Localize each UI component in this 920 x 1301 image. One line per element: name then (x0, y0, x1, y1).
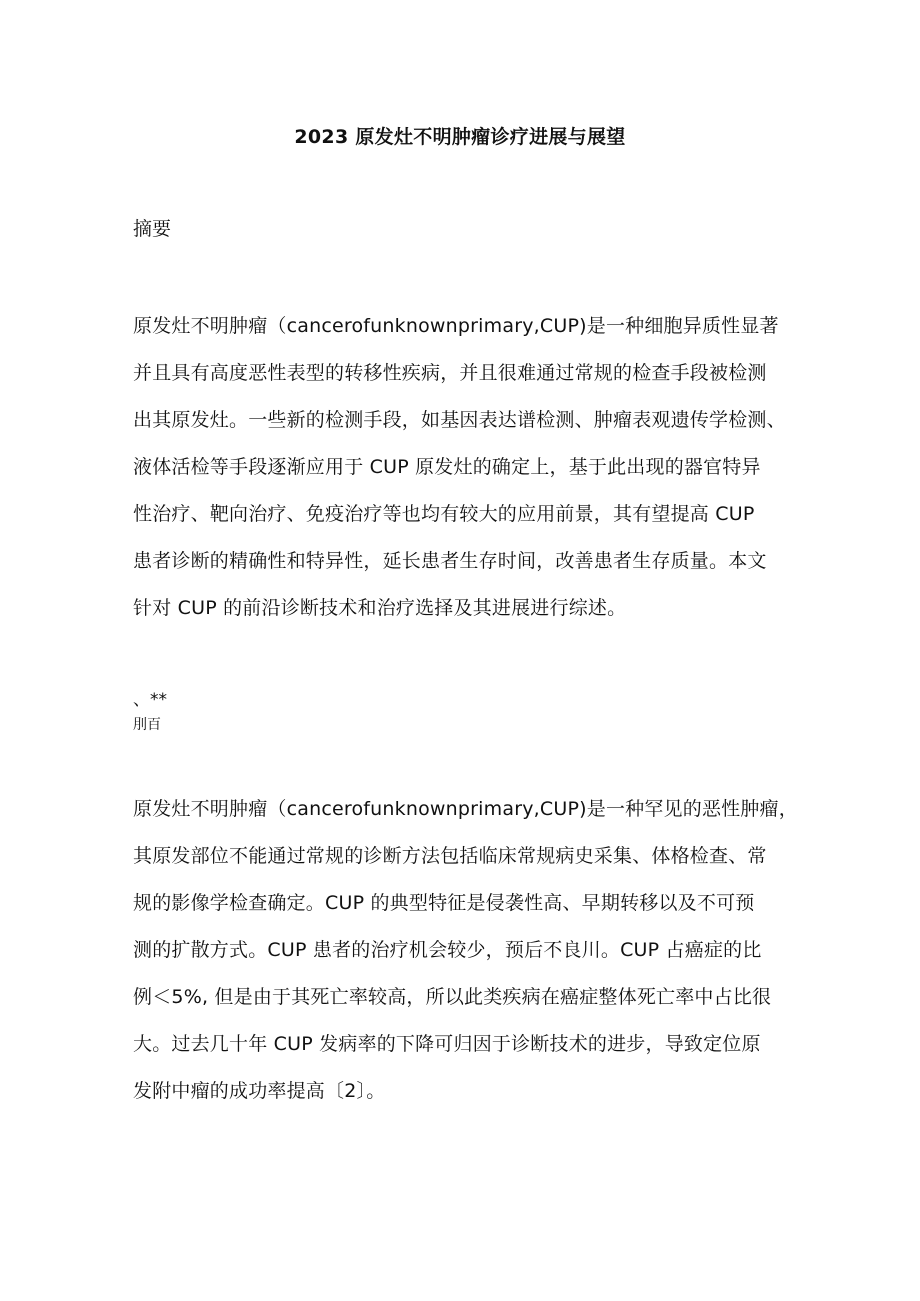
section-marker: 、** (133, 690, 167, 710)
abstract-line: 出其原发灶。一些新的检测手段，如基因表达谱检测、肿瘤表观遗传学检测、 (133, 409, 786, 431)
abstract-paragraph (133, 303, 798, 632)
body-line: 其原发部位不能通过常规的诊断方法包括临床常规病史采集、体格检查、常 (133, 845, 767, 867)
section-marker-sub: 刖百 (133, 717, 161, 733)
body-line: 原发灶不明肿瘤（cancerofunknownprimary,CUP)是一种罕见的恶性肿瘤， (133, 798, 798, 820)
abstract-heading: 摘要 (133, 218, 172, 240)
abstract-line: 患者诊断的精确性和特异性，延长患者生存时间，改善患者生存质量。本文 (133, 550, 767, 572)
abstract-line: 并且具有高度恶性表型的转移性疾病，并且很难通过常规的检查手段被检测 (133, 362, 767, 384)
body-line: 测的扩散方式。CUP 患者的治疗机会较少，预后不良川。CUP 占癌症的比 (133, 939, 762, 961)
abstract-line: 针对 CUP 的前沿诊断技术和治疗选择及其进展进行综述。 (133, 597, 627, 619)
abstract-line: 液体活检等手段逐渐应用于 CUP 原发灶的确定上，基于此出现的器官特异 (133, 456, 761, 478)
body-paragraph (133, 786, 798, 1115)
abstract-line: 原发灶不明肿瘤（cancerofunknownprimary,CUP)是一种细胞异质性显著 (133, 315, 779, 337)
abstract-line: 性治疗、靶向治疗、免疫治疗等也均有较大的应用前景，其有望提高 CUP (133, 503, 755, 525)
document-title: 2023 原发灶不明肿瘤诊疗进展与展望 (294, 126, 626, 148)
body-line: 规的影像学检查确定。CUP 的典型特征是侵袭性高、早期转移以及不可预 (133, 892, 755, 914)
body-line: 发附中瘤的成功率提高〔2〕。 (133, 1080, 386, 1102)
body-line: 例＜5%, 但是由于其死亡率较高，所以此类疾病在癌症整体死亡率中占比很 (133, 986, 772, 1008)
body-line: 大。过去几十年 CUP 发病率的下降可归因于诊断技术的进步，导致定位原 (133, 1033, 761, 1055)
